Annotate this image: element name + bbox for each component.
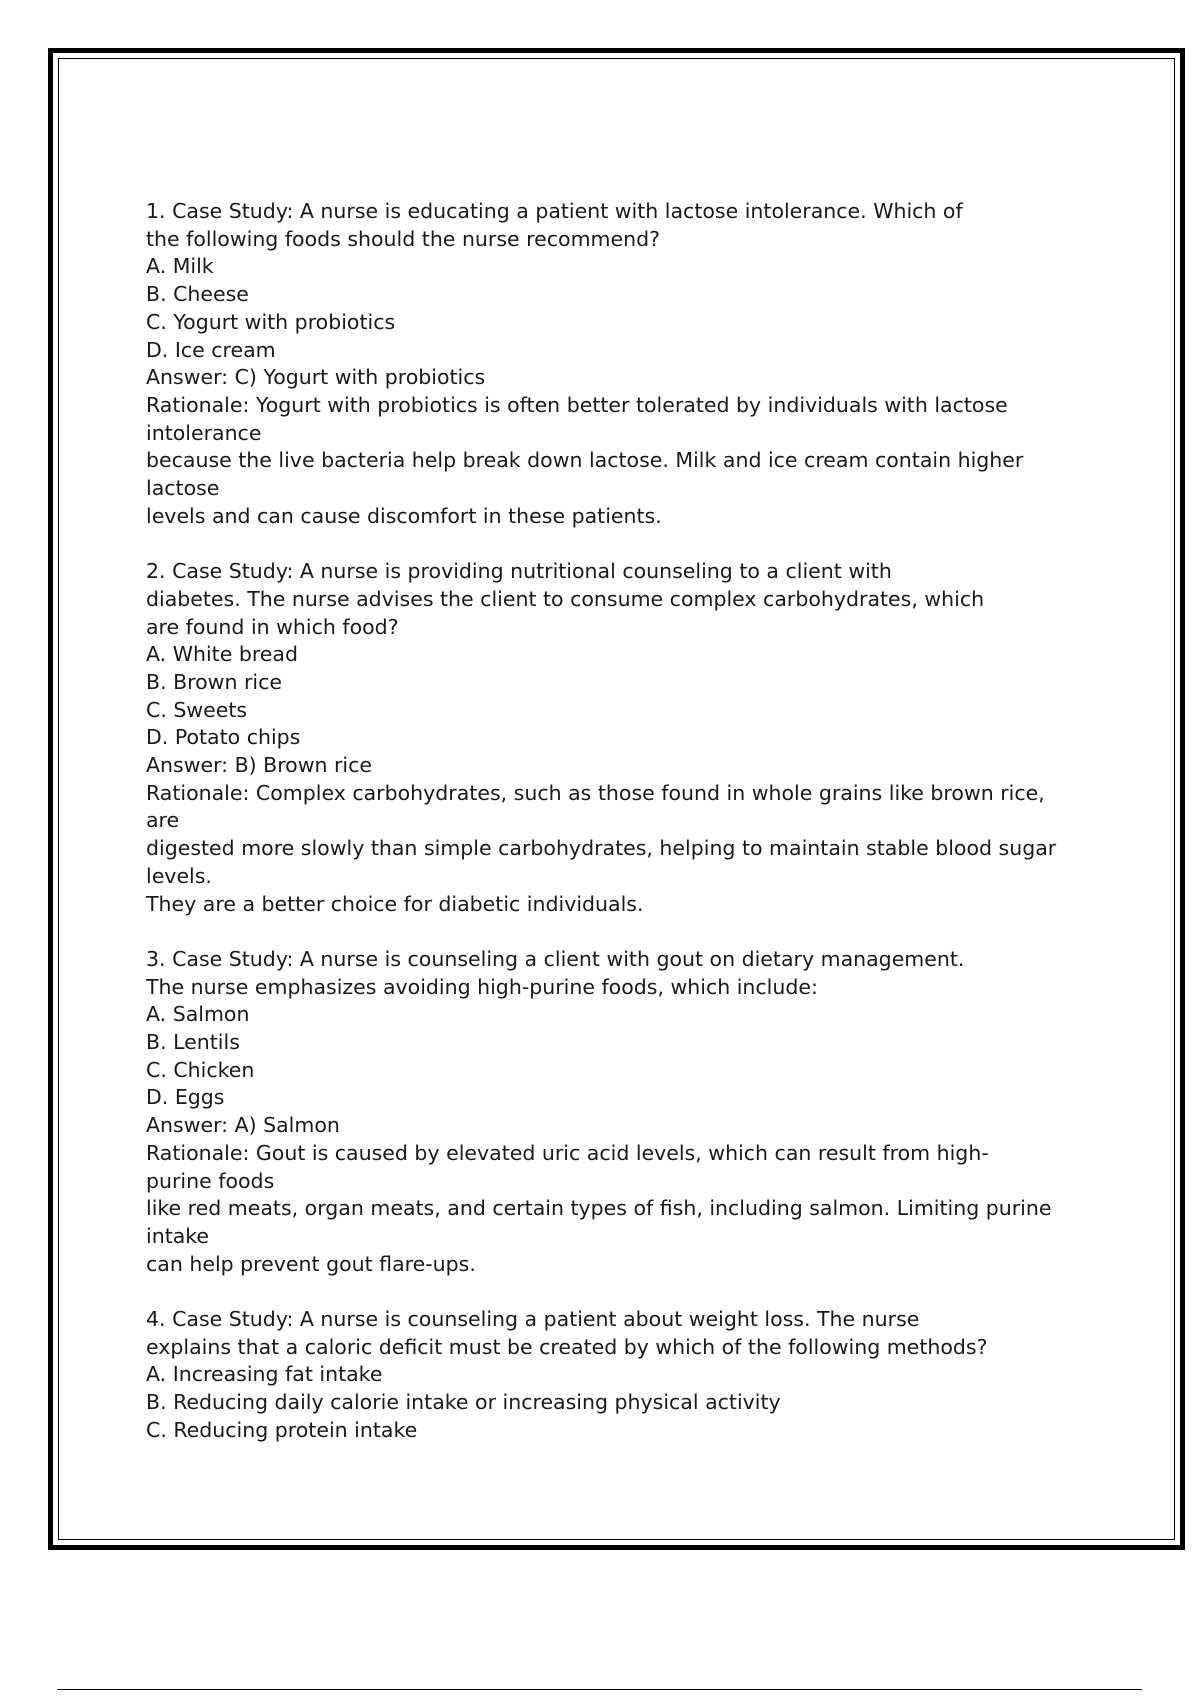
rationale-line: like red meats, organ meats, and certain types of fish, including salmon. Limiting purine: [146, 1196, 1052, 1221]
answer-option: D. Potato chips: [146, 725, 301, 750]
answer-option: A. Milk: [146, 254, 214, 279]
rationale-line: Rationale: Yogurt with probiotics is often better tolerated by individuals with lactose: [146, 392, 1008, 417]
correct-answer: Answer: B) Brown rice: [146, 753, 373, 778]
rationale-line: levels and can cause discomfort in these patients.: [146, 503, 662, 528]
question-1: [146, 198, 1096, 530]
question-stem-line: 2. Case Study: A nurse is providing nutritional counseling to a client with: [146, 559, 892, 584]
answer-option: A. White bread: [146, 642, 298, 667]
answer-option: B. Reducing daily calorie intake or increasing physical activity: [146, 1390, 781, 1415]
question-stem-line: 4. Case Study: A nurse is counseling a patient about weight loss. The nurse: [146, 1307, 920, 1332]
question-4: [146, 1306, 1096, 1445]
rationale-line: lactose: [146, 476, 220, 501]
answer-option: C. Sweets: [146, 697, 248, 722]
answer-option: A. Increasing fat intake: [146, 1362, 383, 1387]
answer-option: D. Ice cream: [146, 337, 276, 362]
question-list: [146, 198, 1096, 1445]
correct-answer: Answer: A) Salmon: [146, 1113, 340, 1138]
rationale-line: digested more slowly than simple carbohydrates, helping to maintain stable blood sugar: [146, 836, 1057, 861]
question-stem-line: are found in which food?: [146, 614, 399, 639]
answer-option: A. Salmon: [146, 1002, 250, 1027]
answer-option: D. Eggs: [146, 1085, 225, 1110]
answer-option: B. Cheese: [146, 282, 249, 307]
rationale-line: are: [146, 808, 180, 833]
answer-option: C. Chicken: [146, 1057, 255, 1082]
question-stem-line: the following foods should the nurse recommend?: [146, 226, 661, 251]
rationale-line: because the live bacteria help break down lactose. Milk and ice cream contain higher: [146, 448, 1024, 473]
question-3: [146, 946, 1096, 1278]
question-stem-line: diabetes. The nurse advises the client to consume complex carbohydrates, which: [146, 586, 985, 611]
rationale-line: can help prevent gout flare-ups.: [146, 1251, 476, 1276]
rationale-line: They are a better choice for diabetic individuals.: [146, 891, 644, 916]
question-stem-line: 3. Case Study: A nurse is counseling a client with gout on dietary management.: [146, 946, 965, 971]
rationale-line: intolerance: [146, 420, 262, 445]
rationale-line: purine foods: [146, 1168, 275, 1193]
answer-option: C. Reducing protein intake: [146, 1417, 418, 1442]
footer-divider: [57, 1689, 1142, 1690]
rationale-line: Rationale: Gout is caused by elevated uric acid levels, which can result from high-: [146, 1140, 989, 1165]
question-2: [146, 558, 1096, 918]
answer-option: B. Brown rice: [146, 669, 282, 694]
answer-option: B. Lentils: [146, 1030, 240, 1055]
rationale-line: Rationale: Complex carbohydrates, such as those found in whole grains like brown rice,: [146, 780, 1045, 805]
question-stem-line: explains that a caloric deficit must be created by which of the following methods?: [146, 1334, 988, 1359]
answer-option: C. Yogurt with probiotics: [146, 309, 396, 334]
question-stem-line: 1. Case Study: A nurse is educating a patient with lactose intolerance. Which of: [146, 199, 963, 223]
question-stem-line: The nurse emphasizes avoiding high-purine foods, which include:: [146, 974, 818, 999]
correct-answer: Answer: C) Yogurt with probiotics: [146, 365, 486, 390]
rationale-line: levels.: [146, 863, 212, 888]
rationale-line: intake: [146, 1223, 210, 1248]
